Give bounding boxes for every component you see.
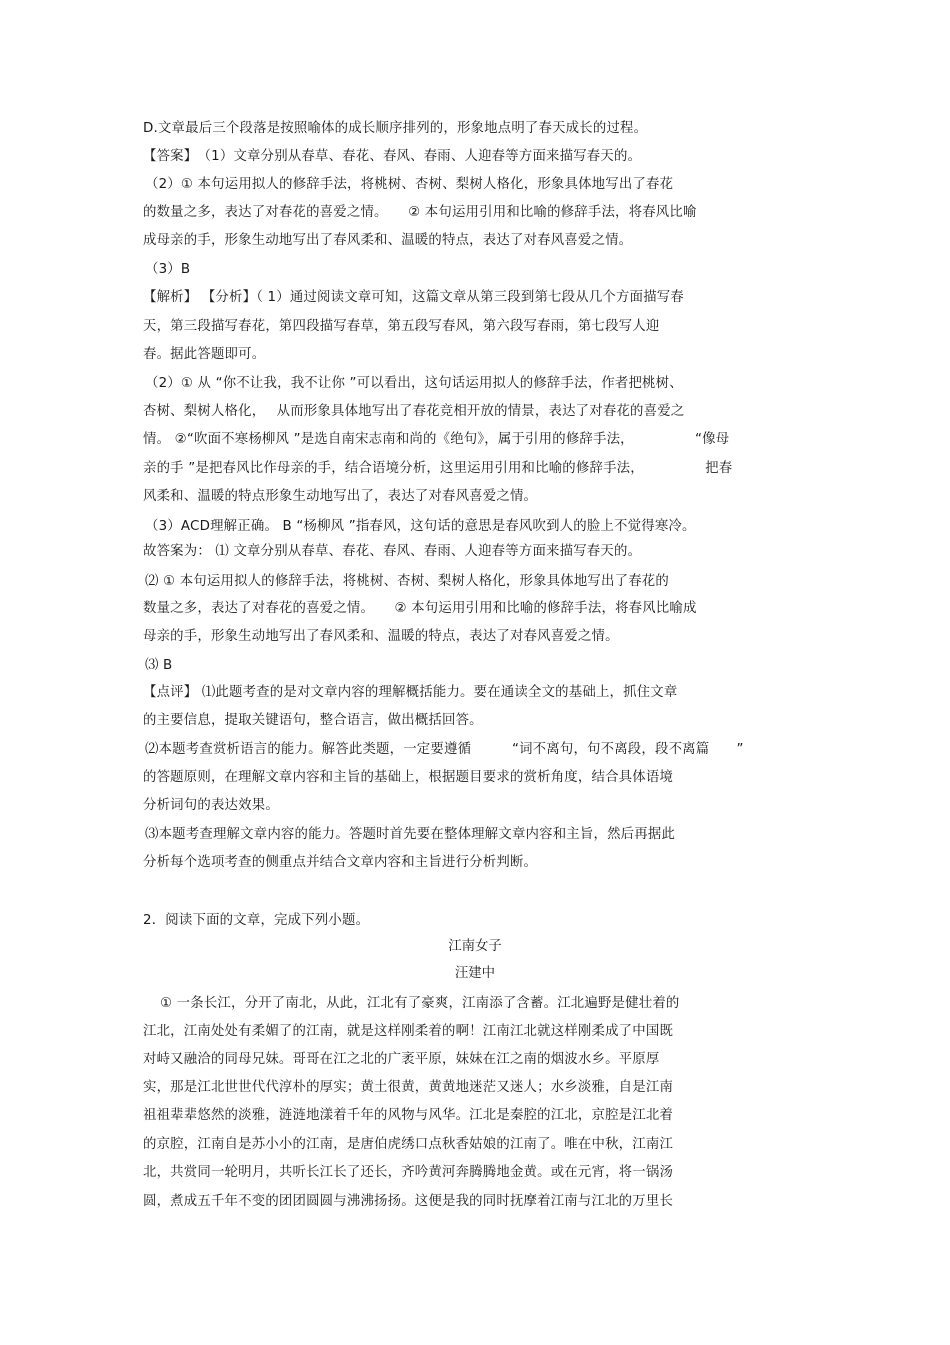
text-line: （2）① 从 “你不让我，我不让你 ”可以看出，这句话运用拟人的修辞手法，作者把桃树、: [145, 376, 683, 391]
text-line: ⑵本题考查赏析语言的能力。解答此类题，一定要遵循 “词不离句，句不离段，段不离篇 ”: [145, 742, 744, 757]
article-line: 实，那是江北世世代代淳朴的厚实；黄土很黄，黄黄地迷茫又迷人；水乡淡雅，自是江南: [143, 1080, 674, 1095]
question-heading: 2．阅读下面的文章，完成下列小题。: [143, 913, 370, 928]
article-line: 祖祖辈辈悠然的淡雅，涟涟地漾着千年的风物与风华。江北是秦腔的江北，京腔是江北着: [143, 1108, 674, 1123]
article-line: 对峙又融洽的同母兄妹。哥哥在江之北的广袤平原，妹妹在江之南的烟波水乡。平原厚: [143, 1052, 660, 1067]
text-line: 杏树、梨树人格化， 从而形象具体地写出了春花竞相开放的情景，表达了对春花的喜爱之: [143, 404, 685, 419]
article-author: 汪建中: [454, 966, 496, 981]
answer-line: 【答案】 （1）文章分别从春草、春花、春风、春雨、人迎春等方面来描写春天的。: [143, 149, 642, 164]
text-line: （2）① 本句运用拟人的修辞手法，将桃树、杏树、梨树人格化，形象具体地写出了春花: [145, 177, 674, 192]
text-line: 数量之多，表达了对春花的喜爱之情。 ② 本句运用引用和比喻的修辞手法，将春风比喻成: [143, 601, 697, 616]
text-line: 分析词句的表达效果。: [143, 798, 279, 813]
comment-line: 【点评】 ⑴此题考查的是对文章内容的理解概括能力。要在通读全文的基础上，抓住文章: [143, 685, 678, 700]
text-line: 春。据此答题即可。: [143, 347, 266, 362]
text-line: 成母亲的手，形象生动地写出了春风柔和、温暖的特点，表达了对春风喜爱之情。: [143, 233, 633, 248]
text-line: 天，第三段描写春花，第四段描写春草，第五段写春风，第六段写春雨，第七段写人迎: [143, 319, 660, 334]
text-line: 情。 ②“吹面不寒杨柳风 ”是选自南宋志南和尚的《绝句》，属于引用的修辞手法， “像母: [143, 432, 730, 447]
text-line: ⑵ ① 本句运用拟人的修辞手法，将桃树、杏树、梨树人格化，形象具体地写出了春花的: [145, 574, 669, 589]
analysis-line: 【解析】 【分析】（ 1）通过阅读文章可知，这篇文章从第三段到第七段从几个方面描写春: [143, 290, 684, 305]
article-line: ① 一条长江，分开了南北，从此，江北有了豪爽，江南添了含蓄。江北遍野是健壮着的: [160, 996, 680, 1011]
text-line: 分析每个选项考查的侧重点并结合文章内容和主旨进行分析判断。: [143, 855, 538, 870]
article-line: 圆，煮成五千年不变的团团圆圆与沸沸扬扬。这便是我的同时抚摩着江南与江北的万里长: [143, 1194, 674, 1209]
text-line: D.文章最后三个段落是按照喻体的成长顺序排列的，形象地点明了春天成长的过程。: [143, 121, 648, 136]
article-title: 江南女子: [448, 939, 502, 954]
text-line: 的主要信息，提取关键语句，整合语言，做出概括回答。: [143, 713, 483, 728]
text-line: 母亲的手，形象生动地写出了春风柔和、温暖的特点，表达了对春风喜爱之情。: [143, 629, 619, 644]
text-line: 的答题原则，在理解文章内容和主旨的基础上，根据题目要求的赏析角度，结合具体语境: [143, 770, 674, 785]
text-line: ⑶ B: [145, 658, 173, 673]
text-line: （3）ACD理解正确。 B “杨柳风 ”指春风，这句话的意思是春风吹到人的脸上不觉得寒冷。: [145, 519, 696, 534]
text-line: 风柔和、温暖的特点形象生动地写出了，表达了对春风喜爱之情。: [143, 489, 538, 504]
article-line: 的京腔，江南自是苏小小的江南，是唐伯虎绣口点秋香姑娘的江南了。唯在中秋，江南江: [143, 1137, 674, 1152]
article-line: 江北，江南处处有柔媚了的江南，就是这样刚柔着的啊！江南江北就这样刚柔成了中国既: [143, 1024, 674, 1039]
text-line: ⑶本题考查理解文章内容的能力。答题时首先要在整体理解文章内容和主旨，然后再据此: [145, 827, 676, 842]
article-line: 北，共赏同一轮明月，共听长江长了还长，齐吟黄河奔腾腾地金黄。或在元宵，将一锅汤: [143, 1165, 674, 1180]
text-line: 故答案为： ⑴ 文章分别从春草、春花、春风、春雨、人迎春等方面来描写春天的。: [143, 544, 642, 559]
text-line: （3）B: [145, 262, 191, 277]
text-line: 亲的手 ”是把春风比作母亲的手，结合语境分析，这里运用引用和比喻的修辞手法， 把春: [143, 461, 733, 476]
text-line: 的数量之多，表达了对春花的喜爱之情。 ② 本句运用引用和比喻的修辞手法，将春风比喻: [143, 205, 697, 220]
